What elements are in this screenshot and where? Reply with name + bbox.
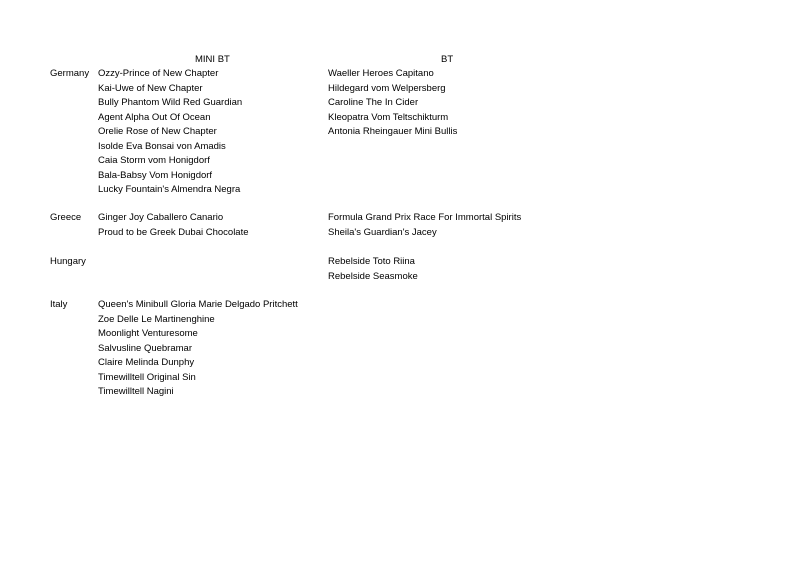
bt-list — [328, 211, 521, 240]
mini-bt-entry: Ozzy-Prince of New Chapter — [98, 68, 219, 79]
mini-bt-list — [98, 211, 249, 240]
bt-entry: Caroline The In Cider — [328, 97, 419, 108]
bt-entry: Rebelside Toto Riina — [328, 256, 415, 267]
mini-bt-entry: Kai-Uwe of New Chapter — [98, 82, 203, 94]
mini-bt-entry: Salvusline Quebramar — [98, 342, 192, 354]
bt-entry: Rebelside Seasmoke — [328, 270, 418, 282]
mini-bt-entry: Bully Phantom Wild Red Guardian — [98, 97, 243, 108]
mini-bt-entry: Agent Alpha Out Of Ocean — [98, 111, 211, 123]
mini-bt-entry: Ginger Joy Caballero Canario — [98, 212, 224, 223]
mini-bt-entry: Caia Storm vom Honigdorf — [98, 155, 210, 166]
mini-bt-entry: Timewilltell Nagini — [98, 386, 174, 397]
mini-bt-list — [98, 298, 298, 400]
bt-entry: Formula Grand Prix Race For Immortal Spirits — [328, 212, 522, 223]
bt-list — [328, 255, 418, 284]
column-header-mini-bt: MINI BT — [195, 54, 230, 65]
country-label: Greece — [50, 212, 82, 223]
mini-bt-entry: Timewilltell Original Sin — [98, 371, 196, 383]
bt-entry: Waeller Heroes Capitano — [328, 68, 434, 79]
column-header-bt: BT — [441, 54, 454, 65]
bt-list — [328, 67, 457, 140]
mini-bt-entry: Moonlight Venturesome — [98, 328, 198, 339]
mini-bt-entry: Proud to be Greek Dubai Chocolate — [98, 226, 249, 238]
mini-bt-entry: Lucky Fountain's Almendra Negra — [98, 184, 241, 195]
mini-bt-entry: Bala-Babsy Vom Honigdorf — [98, 169, 213, 181]
bt-entry: Kleopatra Vom Teltschikturm — [328, 111, 449, 123]
mini-bt-list — [98, 67, 242, 198]
bt-entry: Sheila's Guardian's Jacey — [328, 226, 437, 238]
mini-bt-entry: Orelie Rose of New Chapter — [98, 126, 217, 137]
bt-entry: Antonia Rheingauer Mini Bullis — [328, 126, 458, 137]
mini-bt-entry: Claire Melinda Dunphy — [98, 357, 195, 368]
mini-bt-entry: Zoe Delle Le Martinenghine — [98, 313, 215, 325]
mini-bt-entry: Queen's Minibull Gloria Marie Delgado Pritchett — [98, 299, 298, 310]
bt-entry: Hildegard vom Welpersberg — [328, 82, 446, 94]
country-label: Italy — [50, 299, 68, 310]
country-label: Germany — [50, 68, 90, 79]
country-label: Hungary — [50, 256, 86, 267]
mini-bt-entry: Isolde Eva Bonsai von Amadis — [98, 140, 226, 152]
